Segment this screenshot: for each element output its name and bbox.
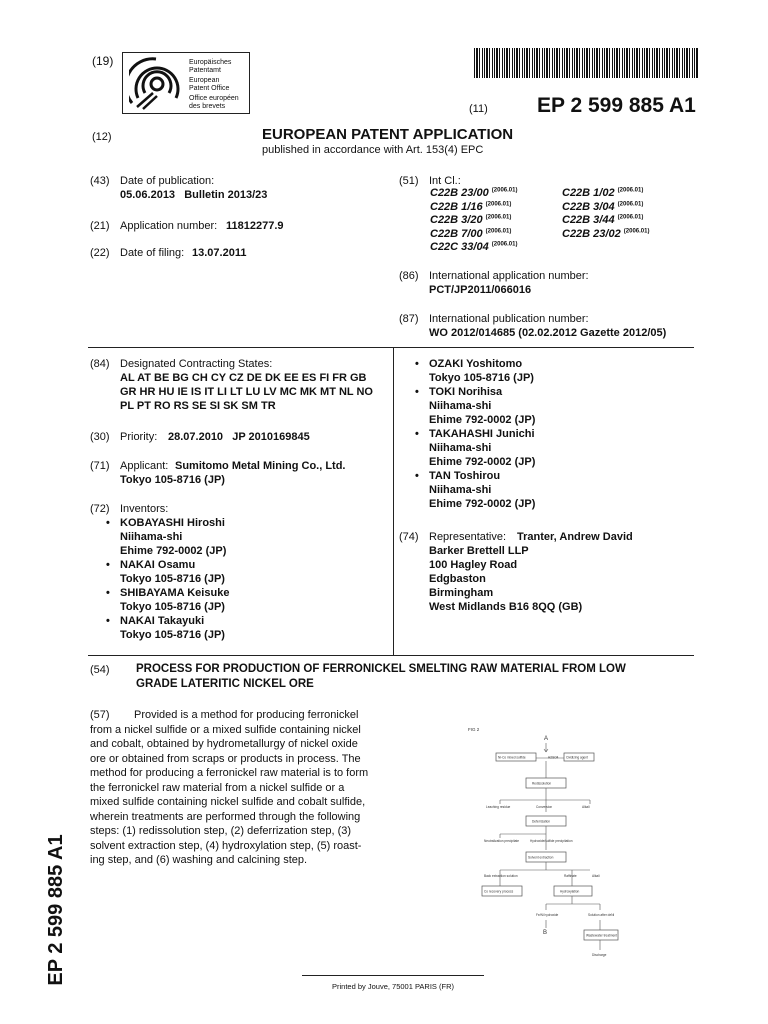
f71-code: (71) (90, 460, 110, 472)
address-line: Birmingham (429, 587, 494, 599)
code-12: (12) (92, 131, 112, 143)
bullet: • (106, 559, 110, 571)
address-line: 100 Hagley Road (429, 559, 518, 571)
f43-value: 05.06.2013 Bulletin 2013/23 (120, 189, 268, 201)
f72-code: (72) (90, 503, 110, 515)
f71-name: Sumitomo Metal Mining Co., Ltd. (175, 460, 346, 472)
office-line: Patent Office (189, 85, 230, 92)
abstract-line: from a nickel sulfide or a mixed sulfide containing nickel (90, 723, 361, 736)
flow-discharge: Discharge (592, 953, 607, 957)
marker-a: A (544, 736, 549, 742)
f22-label: Date of filing: (120, 247, 185, 259)
inventor-entry (415, 469, 536, 511)
f74-address (429, 544, 582, 614)
f87-label: International publication number: (429, 313, 589, 325)
f22-code: (22) (90, 247, 110, 259)
flow-input-sulfide: Ni-Co mixed sulfide (498, 755, 526, 760)
f86-value: PCT/JP2011/066016 (429, 284, 532, 296)
inventors-left (106, 516, 230, 642)
process-flow-figure (460, 720, 660, 970)
inventor-entry (415, 385, 536, 427)
ipc-version: (2006.01) (485, 200, 512, 207)
flow-alkali-2: Alkali (592, 874, 600, 878)
publication-number: EP 2 599 885 A1 (537, 94, 696, 117)
ipc-version: (2006.01) (617, 200, 644, 207)
footer-rule (302, 975, 484, 976)
inventor-entry (106, 558, 229, 586)
f74-code: (74) (399, 531, 419, 543)
footer-printer: Printed by Jouve, 75001 PARIS (FR) (332, 982, 454, 991)
f57-code: (57) (90, 709, 110, 721)
flow-fe-ni-hydroxide: Fe/Ni hydroxide (536, 913, 559, 917)
office-line: Office européen (189, 95, 239, 102)
address-line: Barker Brettell LLP (429, 545, 529, 557)
inventor-address: Niihama-shi (429, 442, 492, 454)
ipc-version: (2006.01) (617, 214, 644, 221)
ipc-version: (2006.01) (617, 187, 644, 194)
f84-states (120, 371, 373, 413)
abstract-line: Provided is a method for producing ferronickel (134, 709, 359, 721)
inventor-address: Niihama-shi (429, 400, 492, 412)
inventor-name: NAKAI Osamu (120, 559, 196, 571)
office-line: Patentamt (189, 67, 221, 74)
f21-value: 11812277.9 (226, 220, 284, 232)
flow-deferrization: Deferrization (532, 819, 551, 824)
ipc-right-column (562, 187, 649, 241)
separator-bottom (88, 655, 694, 656)
code-11: (11) (469, 103, 488, 115)
marker-b: B (543, 930, 548, 936)
f72-label: Inventors: (120, 503, 169, 515)
f21-code: (21) (90, 220, 110, 232)
ipc-version: (2006.01) (485, 228, 512, 235)
flow-alkali-1: Alkali (582, 805, 590, 809)
ipc-version: (2006.01) (623, 228, 650, 235)
flow-hydroxylation: Hydroxylation (560, 889, 580, 894)
abstract-line: and cobalt, obtained by hydrometallurgy of nickel oxide (90, 738, 358, 750)
ipc-code: C22B 3/44 (562, 214, 615, 227)
address-line: Edgbaston (429, 573, 486, 585)
ipc-code: C22B 23/00 (430, 187, 489, 199)
inventor-name: KOBAYASHI Hiroshi (120, 517, 225, 529)
invention-title (136, 662, 626, 691)
states-line: GR HR HU IE IS IT LI LT LU LV MC MK MT NL NO (120, 386, 373, 398)
flow-input-oxidizer: Oxidizing agent (566, 755, 588, 760)
bullet: • (415, 428, 419, 440)
flow-hydroxide-precip: Hydroxide/sulfide precipitation (530, 839, 573, 843)
inventor-name: TAN Toshirou (429, 470, 501, 482)
office-names (189, 59, 239, 111)
flow-raffinate: Raffinate (564, 874, 577, 878)
side-publication-number-rotated: EP 2 599 885 A1 (45, 834, 67, 986)
inventor-name: NAKAI Takayuki (120, 615, 205, 627)
bullet: • (106, 587, 110, 599)
f30-code: (30) (90, 431, 110, 443)
inventor-address: Tokyo 105-8716 (JP) (429, 372, 534, 384)
ipc-code: C22B 3/20 (430, 214, 483, 227)
ipc-code: C22B 23/02 (562, 227, 621, 240)
flow-neut-precip: Neutralization precipitate (484, 839, 520, 843)
f51-code: (51) (399, 175, 419, 187)
flow-conversion: Conversion (536, 805, 553, 809)
address-line: West Midlands B16 8QQ (GB) (429, 601, 583, 613)
inventor-entry (106, 614, 229, 642)
inventor-address: Ehime 792-0002 (JP) (429, 456, 536, 468)
f86-code: (86) (399, 270, 419, 282)
f84-label: Designated Contracting States: (120, 358, 273, 370)
title-line: GRADE LATERITIC NICKEL ORE (136, 677, 314, 690)
bullet: • (106, 615, 110, 627)
f30-value: 28.07.2010 JP 2010169845 (168, 431, 310, 443)
bullet: • (415, 386, 419, 398)
inventor-entry (415, 427, 536, 469)
code-19: (19) (92, 54, 114, 68)
ipc-code: C22B 7/00 (430, 227, 483, 240)
abstract-line: steps: (1) redissolution step, (2) deferrization step, (3) (90, 825, 352, 837)
fig-label: FIG 2 (468, 727, 480, 732)
barcode (474, 48, 698, 78)
ipc-version: (2006.01) (485, 214, 512, 221)
flow-redissolution: Redissolution (532, 781, 552, 786)
inventor-entry (106, 516, 229, 558)
abstract-line: ing step, and (6) washing and calcining step. (90, 854, 308, 866)
abstract-line: wherein treatments are performed through the following (90, 810, 361, 823)
document-subtitle: published in accordance with Art. 153(4) EPC (262, 144, 484, 156)
office-line: European (189, 77, 220, 84)
f87-code: (87) (399, 313, 419, 325)
document-type: EUROPEAN PATENT APPLICATION (262, 126, 514, 143)
flow-solution-after: Solution after deNi (588, 913, 615, 917)
flow-back-extraction: Back extraction solution (484, 874, 518, 878)
abstract (90, 708, 376, 868)
flow-leach-residue: Leaching residue (486, 805, 511, 809)
inventor-address: Niihama-shi (120, 531, 183, 543)
flow-co-recovery: Co recovery process (484, 889, 514, 894)
inventor-name: SHIBAYAMA Keisuke (120, 587, 230, 599)
flow-wastewater: Wastewater treatment (586, 933, 618, 938)
abstract-line: method for producing a ferronickel raw material is to form (90, 767, 369, 779)
title-line: PROCESS FOR PRODUCTION OF FERRONICKEL SMELTING RAW MATERIAL FROM LOW (136, 663, 626, 675)
inventors-right (415, 357, 536, 511)
f86-label: International application number: (429, 270, 589, 282)
f74-name: Tranter, Andrew David (517, 531, 633, 543)
ipc-version: (2006.01) (491, 241, 518, 248)
inventor-name: OZAKI Yoshitomo (429, 358, 523, 370)
f43-label: Date of publication: (120, 175, 215, 187)
f51-label: Int Cl.: (429, 175, 461, 187)
flow-solvent: Solvent extraction (528, 855, 554, 860)
inventor-address: Tokyo 105-8716 (JP) (120, 573, 225, 585)
inventor-address: Ehime 792-0002 (JP) (120, 545, 227, 557)
inventor-entry (415, 357, 535, 385)
inventor-name: TOKI Norihisa (429, 386, 503, 398)
ipc-code: C22B 3/04 (562, 200, 615, 213)
bullet: • (415, 358, 419, 370)
f71-label: Applicant: (120, 460, 169, 472)
abstract-line: the ferronickel raw material from a nickel sulfide or a (90, 781, 345, 794)
f21-label: Application number: (120, 220, 218, 232)
inventor-name: TAKAHASHI Junichi (429, 428, 535, 440)
inventor-address: Tokyo 105-8716 (JP) (120, 601, 225, 613)
ipc-version: (2006.01) (491, 187, 518, 194)
ipc-code: C22B 1/02 (562, 187, 615, 199)
f87-value: WO 2012/014685 (02.02.2012 Gazette 2012/05) (429, 327, 667, 339)
inventor-address: Ehime 792-0002 (JP) (429, 414, 536, 426)
f43-code: (43) (90, 175, 110, 187)
inventor-entry (106, 586, 230, 614)
f71-address: Tokyo 105-8716 (JP) (120, 474, 225, 486)
abstract-line: solvent extraction step, (4) hydroxylation step, (5) roast- (90, 839, 362, 852)
f84-code: (84) (90, 358, 110, 370)
epo-logo (122, 52, 250, 114)
bullet: • (106, 517, 110, 529)
f74-label: Representative: (429, 531, 507, 543)
states-line: PL PT RO RS SE SI SK SM TR (120, 400, 276, 412)
f30-label: Priority: (120, 431, 158, 443)
ipc-left-column (430, 187, 517, 255)
bullet: • (415, 470, 419, 482)
office-line: des brevets (189, 103, 226, 110)
separator-top (88, 347, 694, 348)
epo-logo-icon (129, 57, 185, 111)
states-line: AL AT BE BG CH CY CZ DE DK EE ES FI FR GB (120, 372, 367, 384)
ipc-code: C22C 33/04 (430, 241, 489, 254)
f22-value: 13.07.2011 (192, 247, 247, 259)
column-divider (393, 347, 394, 655)
flow-input-acid: H2SO4 (548, 755, 559, 760)
f54-code: (54) (90, 664, 110, 676)
ipc-code: C22B 1/16 (430, 200, 483, 213)
inventor-address: Niihama-shi (429, 484, 492, 496)
office-line: Europäisches (189, 59, 232, 66)
abstract-line: mixed sulfide containing nickel sulfide and cobalt sulfide, (90, 796, 366, 808)
inventor-address: Tokyo 105-8716 (JP) (120, 629, 225, 641)
abstract-line: ore or obtained from scraps or products in process. The (90, 752, 361, 765)
inventor-address: Ehime 792-0002 (JP) (429, 498, 536, 510)
